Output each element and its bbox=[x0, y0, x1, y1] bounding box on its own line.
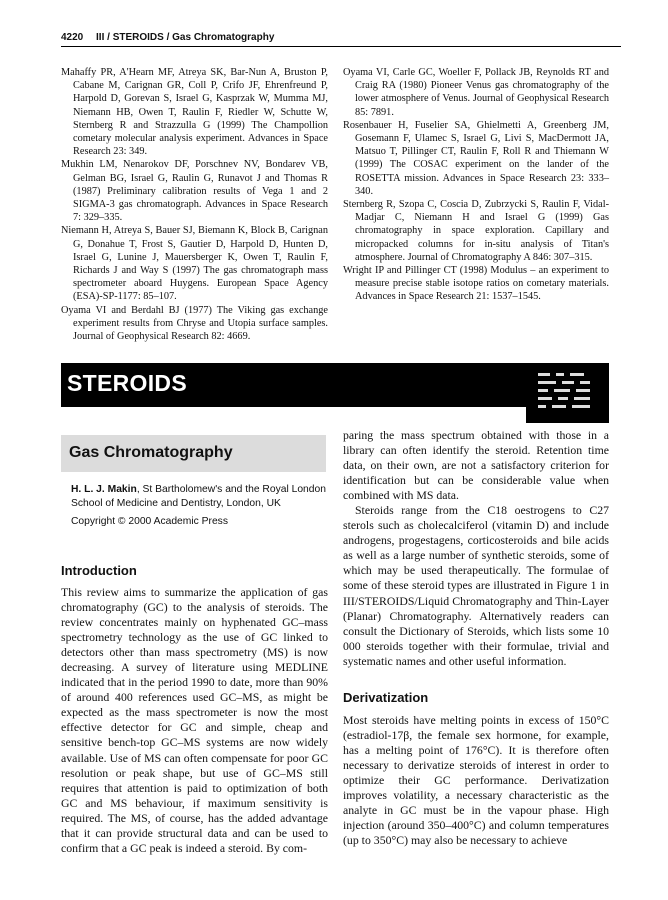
derivatization-heading: Derivatization bbox=[343, 690, 429, 705]
page-number: 4220 bbox=[61, 32, 84, 43]
reference-entry: Oyama VI, Carle GC, Woeller F, Pollack JB, Reynolds RT and Craig RA (1980) Pioneer Venus gas chromatography of the lower atmosphere of Venus. Journal of Geophysical Research 85: 7891. bbox=[343, 67, 609, 118]
reference-entry: Rosenbauer H, Fuselier SA, Ghielmetti A, Greenberg JM, Gosemann F, Ulamec S, Israel G, Livi S, MacDermott JA, Matsuo T, Pillinger CT, Raulin F, Roll R and Thiemann W (1999) The COSAC experiment on the lander of the ROSETTA mission. Advances in Space Research 23: 333–340. bbox=[343, 119, 609, 197]
reference-entry: Wright IP and Pillinger CT (1998) Modulus – an experiment to measure precise stable isotope ratios on cometary materials. Advances in Space Research 21: 1537–1545. bbox=[343, 265, 609, 303]
article-title-box bbox=[61, 435, 326, 472]
reference-entry: Oyama VI and Berdahl BJ (1977) The Viking gas exchange experiment results from Chryse and Utopia surface samples. Journal of Geophysical Research 82: 4669. bbox=[61, 304, 328, 343]
introduction-paragraph: This review aims to summarize the application of gas chromatography (GC) to the analysis of steroids. The review concentrates mainly on hyphenated GC–mass spectrometry technology as the use of GC linked to detectors other than mass spectrometry (MS) is now decreasing. A survey of literature using MEDLINE indicated that in the period 1990 to date, more than 90% of around 400 references used GC–MS, as might be expected as the mass spectrometer is now the most effective detector for GC and simple, cheap and sensitive bench-top GC–MS systems are now widely available. Use of MS can often compensate for poor GC resolution or peak shape, but use of GC–MS still requires that attention is paid to optimization of both GC and MS behaviour, if maximum sensitivity is required. The MS, of course, has the added advantage that it can provide structural data and can be used to confirm that a GC peak is indeed a steroid. By com- bbox=[61, 585, 328, 855]
reference-entry: Mukhin LM, Nenarokov DF, Porschnev NV, Bondarev VB, Gelman BG, Israel G, Raulin G, Runavot J and Thomas R (1987) Preliminary calibration results of Vega 1 and 2 SIGMA-3 gas chromatograph. Advances in Space Research 7: 329–335. bbox=[61, 159, 328, 224]
reference-entry: Niemann H, Atreya S, Bauer SJ, Biemann K, Block B, Carignan G, Donahue T, Frost S, Gautier D, Harpold D, Hunten D, Israel G, Lunine J, Mauersberger K, Owen T, Raulin F, Richards J and Way S (1997) The gas chromatograph mass spectrometer aboard Huygens. European Space Agency (ESA)-SP-1177: 85–107. bbox=[61, 225, 328, 303]
author-affiliation: , St Bartholomew's and the Royal London School of Medicine and Dentistry, London, UK bbox=[71, 484, 326, 509]
section-banner-title: STEROIDS bbox=[67, 370, 187, 396]
introduction-heading: Introduction bbox=[61, 563, 137, 578]
author-name: H. L. J. Makin bbox=[71, 484, 137, 495]
author-block bbox=[71, 483, 331, 511]
copyright-notice: Copyright © 2000 Academic Press bbox=[71, 516, 228, 527]
paragraph-continuation: paring the mass spectrum obtained with those in a library can often identify the steroid. Retention time data, on their own, are not a satisfactory criterion for identification but can be considerable value when combined with MS data. bbox=[343, 428, 609, 503]
reference-entry: Sternberg R, Szopa C, Coscia D, Zubrzycki S, Raulin F, Vidal-Madjar C, Niemann H and Israel G (1999) Gas chromatography in space exploration. Capillary and micropacked columns for in-situ analysis of Titan's atmosphere. Journal of Chromatography A 846: 307–315. bbox=[343, 199, 609, 263]
paragraph-steroid-range: Steroids range from the C18 oestrogens to C27 sterols such as cholecalciferol (vitamin D) and include androgens, progestagens, corticosteroids and bile acids as well as a large number of synthetic steroids, some of which may be used therapeutically. The formulae of some of these steroid types are illustrated in Figure 1 in III/STEROIDS/Liquid Chromatography and Thin-Layer (Planar) Chromatography. Alternatively readers can consult the Dictionary of Steroids, which lists some 10 000 steroids together with their formulae, trivial and systematic names and other useful information. bbox=[343, 503, 609, 668]
header-rule bbox=[61, 46, 621, 47]
chromatogram-decoration-icon bbox=[526, 363, 609, 423]
derivatization-paragraph: Most steroids have melting points in excess of 150°C (estradiol-17β, the female sex hormone, for example, has a melting point of 176°C). It is therefore often necessary to derivatize steroids of interest in order to optimize their GC performance. Derivatization improves volatility, a necessary characteristic as the analyte in GC must be in the vapour phase. High injection (around 350–400°C) and column temperatures (up to 350°C) may also be necessary to achieve bbox=[343, 713, 609, 848]
section-banner bbox=[61, 363, 526, 407]
references-left-column bbox=[61, 66, 328, 343]
right-column-text bbox=[343, 428, 609, 669]
references-right-column bbox=[343, 66, 609, 304]
running-head bbox=[61, 32, 621, 43]
article-title: Gas Chromatography bbox=[69, 444, 233, 461]
reference-entry: Mahaffy PR, A'Hearn MF, Atreya SK, Bar-Nun A, Bruston P, Cabane M, Carignan GR, Coll P, Crifo JF, Ehrenfreund P, Harpold D, Gorevan S, Israel G, Kasprzak W, Mumma MJ, Niemann HB, Owen T, Raulin F, Riedler W, Schutte W, Sternberg R and Strazzulla G (1999) The Champollion cometary molecular analysis experiment. Advances in Space Research 23: 349. bbox=[61, 67, 328, 158]
running-section-title: III / STEROIDS / Gas Chromatography bbox=[96, 32, 275, 43]
